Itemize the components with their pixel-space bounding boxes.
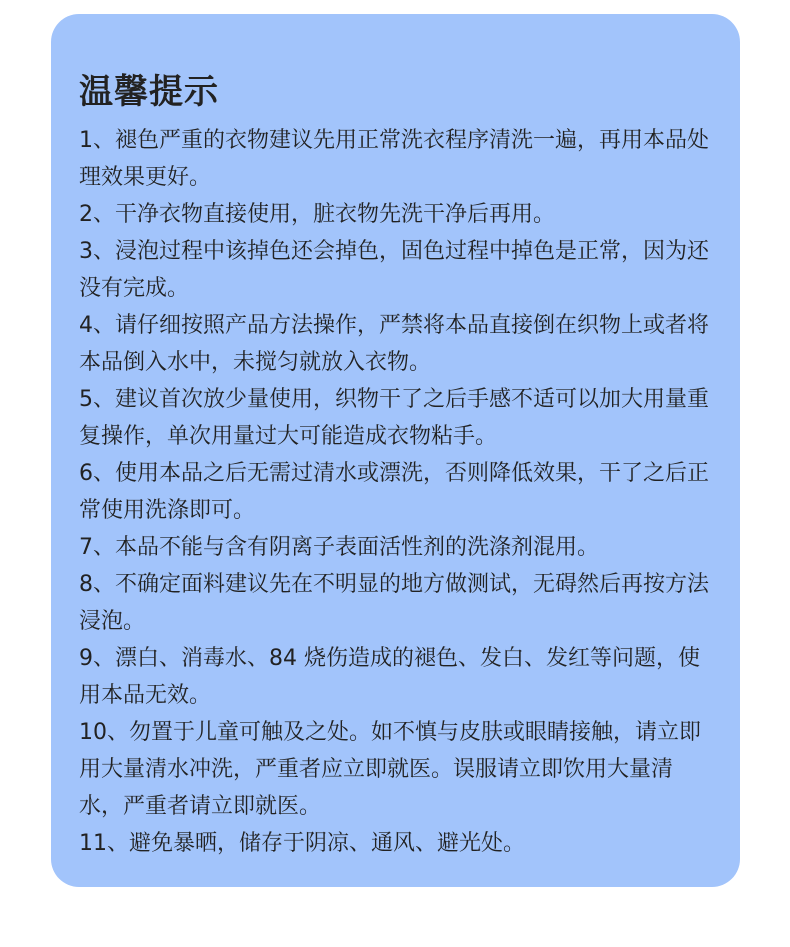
tip-item: 6、使用本品之后无需过清水或漂洗，否则降低效果，干了之后正常使用洗涤即可。 [79,461,709,523]
notice-card [51,14,740,887]
tip-item: 9、漂白、消毒水、84 烧伤造成的褪色、发白、发红等问题，使用本品无效。 [79,646,700,708]
tip-item: 1、褪色严重的衣物建议先用正常洗衣程序清洗一遍，再用本品处理效果更好。 [79,128,709,190]
tip-item: 4、请仔细按照产品方法操作，严禁将本品直接倒在织物上或者将本品倒入水中，未搅匀就放入衣物。 [79,313,709,375]
tip-item: 8、不确定面料建议先在不明显的地方做测试，无碍然后再按方法浸泡。 [79,572,709,634]
tip-item: 11、避免暴晒，储存于阴凉、通风、避光处。 [79,831,525,856]
tip-item: 10、勿置于儿童可触及之处。如不慎与皮肤或眼睛接触，请立即用大量清水冲洗，严重者应立即就医。误服请立即饮用大量清水，严重者请立即就医。 [79,720,701,819]
tip-item: 7、本品不能与含有阴离子表面活性剂的洗涤剂混用。 [79,535,599,560]
tips-list [79,122,714,862]
tip-item: 3、浸泡过程中该掉色还会掉色，固色过程中掉色是正常，因为还没有完成。 [79,239,709,301]
notice-title: 温馨提示 [79,72,219,112]
tip-item: 2、干净衣物直接使用，脏衣物先洗干净后再用。 [79,202,555,227]
tip-item: 5、建议首次放少量使用，织物干了之后手感不适可以加大用量重复操作，单次用量过大可能造成衣物粘手。 [79,387,709,449]
